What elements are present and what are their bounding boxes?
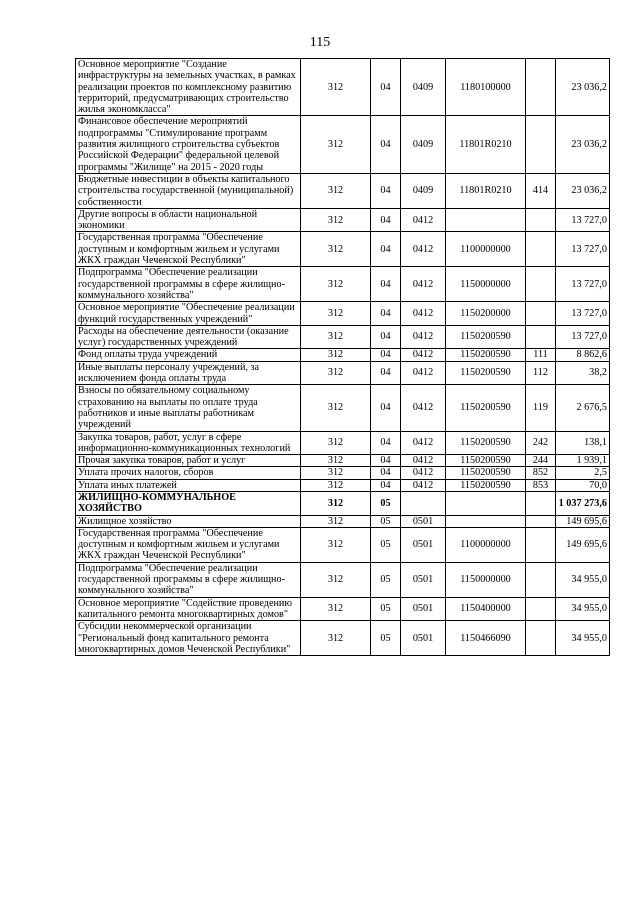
row-code-cell: 312: [301, 173, 371, 208]
table-row: [76, 302, 610, 326]
row-amount-cell: 13 727,0: [556, 232, 610, 267]
row-amount-cell: 70,0: [556, 479, 610, 491]
row-amount-cell: 149 695,6: [556, 515, 610, 527]
row-amount-cell: 1 939,1: [556, 455, 610, 467]
row-section-cell: 04: [371, 325, 401, 349]
row-code-cell: 312: [301, 116, 371, 173]
row-name-cell: Бюджетные инвестиции в объекты капитального строительства государственной (муниципальной) собственности: [76, 173, 301, 208]
row-target-cell: [446, 515, 526, 527]
row-amount-cell: 23 036,2: [556, 59, 610, 116]
row-amount-cell: 1 037 273,6: [556, 491, 610, 515]
table-row: [76, 59, 610, 116]
row-code-cell: 312: [301, 621, 371, 656]
row-target-cell: 1150000000: [446, 267, 526, 302]
row-section-cell: 04: [371, 431, 401, 455]
row-type-cell: 111: [526, 349, 556, 361]
row-type-cell: [526, 515, 556, 527]
row-type-cell: [526, 302, 556, 326]
row-code-cell: 312: [301, 232, 371, 267]
row-amount-cell: 34 955,0: [556, 597, 610, 621]
row-amount-cell: 13 727,0: [556, 325, 610, 349]
row-amount-cell: 8 862,6: [556, 349, 610, 361]
row-target-cell: [446, 208, 526, 232]
row-amount-cell: 138,1: [556, 431, 610, 455]
row-type-cell: [526, 116, 556, 173]
table-row: [76, 361, 610, 385]
row-section-cell: 04: [371, 349, 401, 361]
row-type-cell: 414: [526, 173, 556, 208]
row-subsection-cell: 0412: [401, 208, 446, 232]
table-row: [76, 385, 610, 431]
row-name-cell: Уплата иных платежей: [76, 479, 301, 491]
row-code-cell: 312: [301, 479, 371, 491]
row-subsection-cell: 0412: [401, 267, 446, 302]
row-amount-cell: 23 036,2: [556, 116, 610, 173]
row-subsection-cell: 0412: [401, 467, 446, 479]
row-section-cell: 05: [371, 562, 401, 597]
row-code-cell: 312: [301, 527, 371, 562]
row-amount-cell: 13 727,0: [556, 208, 610, 232]
row-type-cell: [526, 527, 556, 562]
row-type-cell: 242: [526, 431, 556, 455]
row-section-cell: 04: [371, 59, 401, 116]
row-amount-cell: 34 955,0: [556, 621, 610, 656]
row-amount-cell: 13 727,0: [556, 302, 610, 326]
row-name-cell: Подпрограмма "Обеспечение реализации государственной программы в сфере жилищно-коммунального хозяйства": [76, 267, 301, 302]
row-target-cell: 1150200590: [446, 467, 526, 479]
row-code-cell: 312: [301, 302, 371, 326]
row-subsection-cell: 0501: [401, 527, 446, 562]
row-type-cell: [526, 621, 556, 656]
row-target-cell: 1150200590: [446, 361, 526, 385]
table-row: [76, 116, 610, 173]
row-code-cell: 312: [301, 385, 371, 431]
row-target-cell: 1150200590: [446, 325, 526, 349]
row-section-cell: 05: [371, 527, 401, 562]
row-target-cell: 1150200590: [446, 349, 526, 361]
row-name-cell: Иные выплаты персоналу учреждений, за исключением фонда оплаты труда: [76, 361, 301, 385]
row-target-cell: 1100000000: [446, 232, 526, 267]
row-target-cell: 1150200590: [446, 431, 526, 455]
row-name-cell: Другие вопросы в области национальной экономики: [76, 208, 301, 232]
table-row: [76, 208, 610, 232]
row-section-cell: 04: [371, 455, 401, 467]
row-type-cell: 852: [526, 467, 556, 479]
row-type-cell: [526, 267, 556, 302]
table-row: [76, 431, 610, 455]
row-subsection-cell: [401, 491, 446, 515]
row-type-cell: [526, 491, 556, 515]
row-target-cell: 1150200590: [446, 479, 526, 491]
row-type-cell: [526, 59, 556, 116]
row-amount-cell: 2,5: [556, 467, 610, 479]
table-row: [76, 491, 610, 515]
row-name-cell: ЖИЛИЩНО-КОММУНАЛЬНОЕ ХОЗЯЙСТВО: [76, 491, 301, 515]
row-section-cell: 04: [371, 173, 401, 208]
row-name-cell: Субсидии некоммерческой организации "Региональный фонд капитального ремонта многоквартирных домов Чеченской Республики": [76, 621, 301, 656]
row-target-cell: 11801R0210: [446, 173, 526, 208]
row-section-cell: 04: [371, 361, 401, 385]
row-amount-cell: 34 955,0: [556, 562, 610, 597]
row-code-cell: 312: [301, 467, 371, 479]
table-row: [76, 621, 610, 656]
row-section-cell: 04: [371, 232, 401, 267]
row-target-cell: 1150200590: [446, 385, 526, 431]
row-section-cell: 05: [371, 491, 401, 515]
row-code-cell: 312: [301, 361, 371, 385]
row-name-cell: Государственная программа "Обеспечение доступным и комфортным жильем и услугами ЖКХ граждан Чеченской Республики": [76, 232, 301, 267]
row-code-cell: 312: [301, 562, 371, 597]
row-subsection-cell: 0501: [401, 621, 446, 656]
row-code-cell: 312: [301, 431, 371, 455]
row-section-cell: 05: [371, 515, 401, 527]
row-type-cell: 853: [526, 479, 556, 491]
row-amount-cell: 149 695,6: [556, 527, 610, 562]
row-subsection-cell: 0412: [401, 349, 446, 361]
row-type-cell: 119: [526, 385, 556, 431]
row-subsection-cell: 0412: [401, 385, 446, 431]
table-row: [76, 527, 610, 562]
row-subsection-cell: 0501: [401, 597, 446, 621]
row-section-cell: 04: [371, 116, 401, 173]
row-name-cell: Финансовое обеспечение мероприятий подпрограммы "Стимулирование программ развития жилищного строительства субъектов Российской Федерации" федеральной целевой программы "Жилище" на 2015 - 2020 годы: [76, 116, 301, 173]
row-type-cell: [526, 232, 556, 267]
row-type-cell: [526, 325, 556, 349]
row-amount-cell: 23 036,2: [556, 173, 610, 208]
row-subsection-cell: 0501: [401, 515, 446, 527]
row-subsection-cell: 0412: [401, 325, 446, 349]
budget-table: [75, 58, 610, 656]
row-name-cell: Основное мероприятие "Обеспечение реализации функций государственных учреждений": [76, 302, 301, 326]
row-section-cell: 04: [371, 302, 401, 326]
row-section-cell: 04: [371, 479, 401, 491]
row-section-cell: 04: [371, 467, 401, 479]
row-name-cell: Взносы по обязательному социальному страхованию на выплаты по оплате труда работников и иные выплаты работникам учреждений: [76, 385, 301, 431]
row-name-cell: Прочая закупка товаров, работ и услуг: [76, 455, 301, 467]
row-subsection-cell: 0409: [401, 173, 446, 208]
row-name-cell: Жилищное хозяйство: [76, 515, 301, 527]
row-subsection-cell: 0412: [401, 232, 446, 267]
page-number: 115: [309, 35, 331, 50]
table-row: [76, 479, 610, 491]
row-target-cell: 11801R0210: [446, 116, 526, 173]
table-row: [76, 515, 610, 527]
row-type-cell: [526, 562, 556, 597]
row-section-cell: 05: [371, 621, 401, 656]
row-type-cell: 112: [526, 361, 556, 385]
row-section-cell: 04: [371, 208, 401, 232]
row-code-cell: 312: [301, 325, 371, 349]
row-code-cell: 312: [301, 349, 371, 361]
table-row: [76, 232, 610, 267]
row-section-cell: 04: [371, 385, 401, 431]
row-code-cell: 312: [301, 491, 371, 515]
row-code-cell: 312: [301, 208, 371, 232]
row-subsection-cell: 0412: [401, 479, 446, 491]
row-code-cell: 312: [301, 59, 371, 116]
table-row: [76, 267, 610, 302]
table-row: [76, 467, 610, 479]
row-subsection-cell: 0412: [401, 361, 446, 385]
row-target-cell: 1150200000: [446, 302, 526, 326]
row-target-cell: 1100000000: [446, 527, 526, 562]
row-code-cell: 312: [301, 267, 371, 302]
row-code-cell: 312: [301, 515, 371, 527]
row-name-cell: Расходы на обеспечение деятельности (оказание услуг) государственных учреждений: [76, 325, 301, 349]
row-name-cell: Основное мероприятие "Создание инфраструктуры на земельных участках, в рамках реализации проектов по комплексному развитию территорий, предусматривающих строительство жилья экономкласса": [76, 59, 301, 116]
row-target-cell: [446, 491, 526, 515]
row-amount-cell: 2 676,5: [556, 385, 610, 431]
row-section-cell: 04: [371, 267, 401, 302]
row-name-cell: Фонд оплаты труда учреждений: [76, 349, 301, 361]
row-name-cell: Государственная программа "Обеспечение доступным и комфортным жильем и услугами ЖКХ граждан Чеченской Республики": [76, 527, 301, 562]
row-section-cell: 05: [371, 597, 401, 621]
table-row: [76, 597, 610, 621]
row-type-cell: [526, 597, 556, 621]
row-target-cell: 1180100000: [446, 59, 526, 116]
table-row: [76, 325, 610, 349]
row-subsection-cell: 0501: [401, 562, 446, 597]
row-name-cell: Подпрограмма "Обеспечение реализации государственной программы в сфере жилищно-коммунального хозяйства": [76, 562, 301, 597]
row-name-cell: Основное мероприятие "Содействие проведению капитального ремонта многоквартирных домов": [76, 597, 301, 621]
table-row: [76, 562, 610, 597]
row-code-cell: 312: [301, 455, 371, 467]
row-target-cell: 1150400000: [446, 597, 526, 621]
row-target-cell: 1150000000: [446, 562, 526, 597]
row-amount-cell: 13 727,0: [556, 267, 610, 302]
row-subsection-cell: 0412: [401, 455, 446, 467]
row-type-cell: [526, 208, 556, 232]
row-code-cell: 312: [301, 597, 371, 621]
table-row: [76, 455, 610, 467]
row-target-cell: 1150200590: [446, 455, 526, 467]
row-amount-cell: 38,2: [556, 361, 610, 385]
table-row: [76, 349, 610, 361]
row-subsection-cell: 0412: [401, 431, 446, 455]
row-subsection-cell: 0412: [401, 302, 446, 326]
row-subsection-cell: 0409: [401, 116, 446, 173]
row-name-cell: Уплата прочих налогов, сборов: [76, 467, 301, 479]
table-row: [76, 173, 610, 208]
row-type-cell: 244: [526, 455, 556, 467]
row-subsection-cell: 0409: [401, 59, 446, 116]
row-name-cell: Закупка товаров, работ, услуг в сфере информационно-коммуникационных технологий: [76, 431, 301, 455]
row-target-cell: 1150466090: [446, 621, 526, 656]
